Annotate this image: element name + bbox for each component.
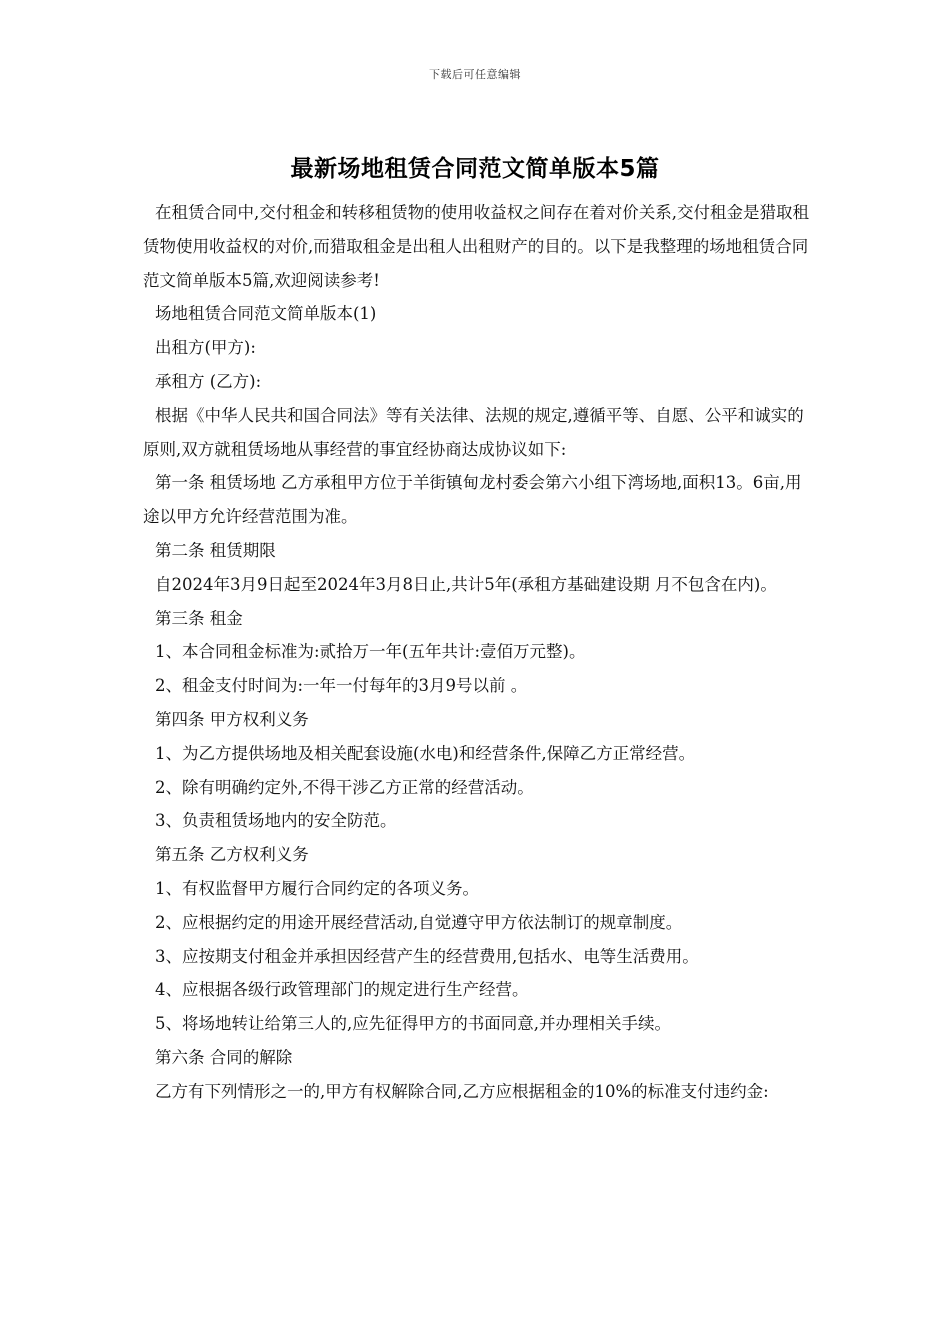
document-title: 最新场地租赁合同范文简单版本5篇 <box>290 156 660 182</box>
document-body <box>143 196 811 1109</box>
paragraph-basis: 根据《中华人民共和国合同法》等有关法律、法规的规定,遵循平等、自愿、公平和诚实的原则,双方就租赁场地从事经营的事宜经协商达成协议如下: <box>143 405 804 459</box>
paragraph-article-6-heading: 第六条 合同的解除 <box>155 1047 293 1067</box>
paragraph-article-2-heading: 第二条 租赁期限 <box>155 540 276 560</box>
paragraph-party-b-duty-1: 1、有权监督甲方履行合同约定的各项义务。 <box>155 878 479 898</box>
paragraph-article-3-heading: 第三条 租金 <box>155 608 243 628</box>
paragraph-section-heading: 场地租赁合同范文简单版本(1) <box>155 304 377 324</box>
paragraph-termination: 乙方有下列情形之一的,甲方有权解除合同,乙方应根据租金的10%的标准支付违约金: <box>155 1081 769 1101</box>
paragraph-lessee: 承租方 (乙方): <box>155 371 262 391</box>
paragraph-article-2-term: 自2024年3月9日起至2024年3月8日止,共计5年(承租方基础建设期 月不包含在内)。 <box>155 574 777 594</box>
paragraph-article-4-heading: 第四条 甲方权利义务 <box>155 709 309 729</box>
paragraph-party-b-duty-3: 3、应按期支付租金并承担因经营产生的经营费用,包括水、电等生活费用。 <box>155 946 699 966</box>
paragraph-rent-payment: 2、租金支付时间为:一年一付每年的3月9号以前 。 <box>155 676 528 696</box>
paragraph-party-b-duty-2: 2、应根据约定的用途开展经营活动,自觉遵守甲方依法制订的规章制度。 <box>155 912 683 932</box>
paragraph-rent-standard: 1、本合同租金标准为:贰拾万一年(五年共计:壹佰万元整)。 <box>155 642 586 662</box>
paragraph-lessor: 出租方(甲方): <box>155 338 256 358</box>
paragraph-party-a-duty-3: 3、负责租赁场地内的安全防范。 <box>155 811 397 831</box>
paragraph-article-5-heading: 第五条 乙方权利义务 <box>155 845 309 865</box>
paragraph-party-b-duty-4: 4、应根据各级行政管理部门的规定进行生产经营。 <box>155 980 529 1000</box>
paragraph-party-a-duty-1: 1、为乙方提供场地及相关配套设施(水电)和经营条件,保障乙方正常经营。 <box>155 743 696 763</box>
header-note: 下载后可任意编辑 <box>429 68 521 81</box>
paragraph-intro: 在租赁合同中,交付租金和转移租赁物的使用收益权之间存在着对价关系,交付租金是猎取租赁物使用收益权的对价,而猎取租金是出租人出租财产的目的。以下是我整理的场地租赁合同范文简单版本5篇,欢迎阅读参考! <box>143 203 809 290</box>
paragraph-article-1: 第一条 租赁场地 乙方承租甲方位于羊街镇甸龙村委会第六小组下湾场地,面积13。6亩,用途以甲方允许经营范围为准。 <box>143 473 802 527</box>
paragraph-party-b-duty-5: 5、将场地转让给第三人的,应先征得甲方的书面同意,并办理相关手续。 <box>155 1014 671 1034</box>
paragraph-party-a-duty-2: 2、除有明确约定外,不得干涉乙方正常的经营活动。 <box>155 777 534 797</box>
